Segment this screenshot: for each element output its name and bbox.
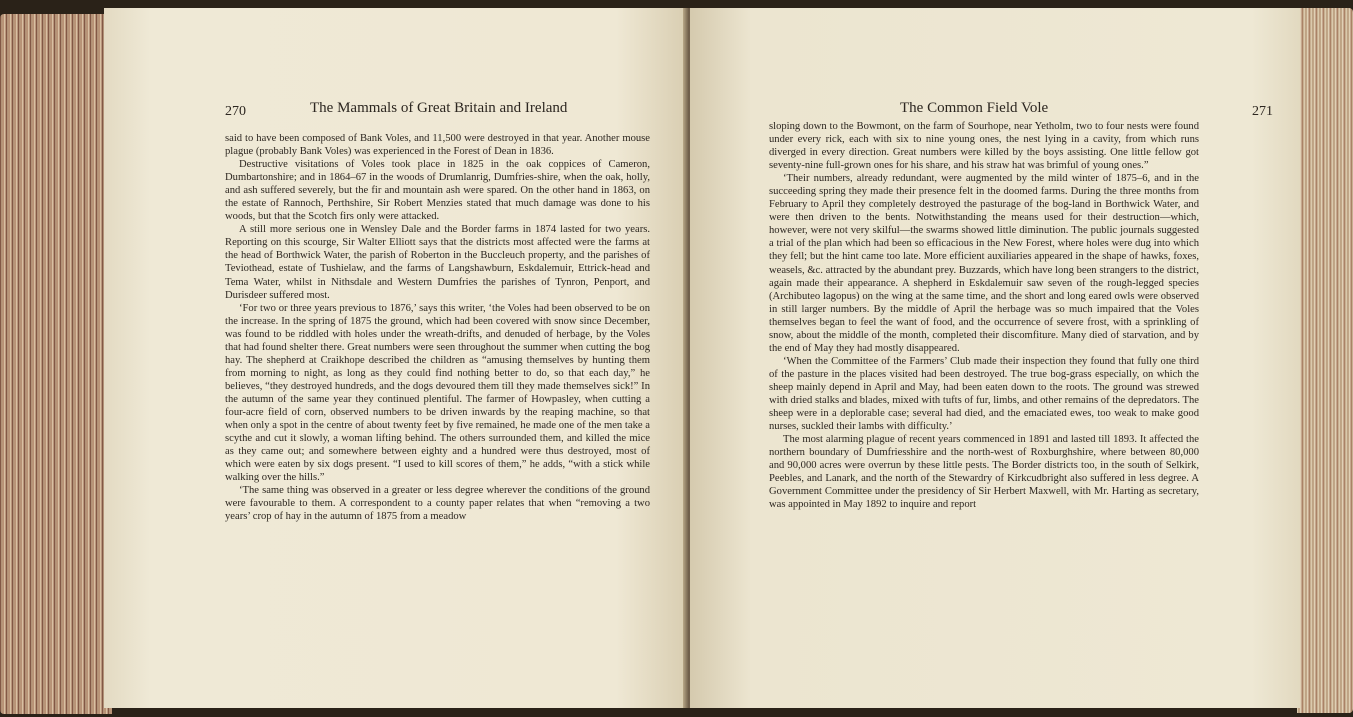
paragraph: sloping down to the Bowmont, on the farm of Sourhope, near Yetholm, two to four nests were found under every rick, each with six to nine young ones, the nest lying in a cavity, from which runs diverged in every direction. Great numbers were killed by the boys assisting. One little fellow got seventy-nine full-grown ones for his share, and his straw hat was brimful of young ones.” [769, 121, 1199, 172]
right-page-edges [1297, 8, 1353, 713]
paragraph: ‘The same thing was observed in a greater or less degree wherever the conditions of the ground were favourable to them. A correspondent to a county paper relates that when “removing a two years’ crop of hay in the autumn of 1875 from a meadow [225, 485, 650, 523]
paragraph: ‘For two or three years previous to 1876,’ says this writer, ‘the Voles had been observed to be on the increase. In the spring of 1875 the ground, which had been covered with snow since December, was found to be riddled with holes under the wreath-drifts, and denuded of herbage, by the Voles that had found shelter there. Great numbers were seen throughout the summer when cutting the bog hay. The shepherd at Craikhope described the children as “amusing themselves by hunting them from morning to night, as long as they could find nothing better to do, so that each day,” he believes, “they destroyed hundreds, and the dogs devoured them till they made themselves sick!” In the autumn of the same year they continued plentiful. The farmer of Howpasley, when cutting a four-acre field of corn, observed numbers to be driven inwards by the reaping machine, so that when only a spot in the centre of about twenty feet by five remained, he made one of the men take a scythe and cut it slowly, a woman lifting behind. The others surrounded them, and killed the mice as they came out; and somewhere between eighty and a hundred were thus destroyed, most of which were eaten by six dogs present. “I used to kill scores of them,” he adds, “with a stick while walking over the hills.” [225, 302, 650, 484]
body-text [225, 132, 650, 523]
paragraph: Destructive visitations of Voles took place in 1825 in the oak coppices of Cameron, Dumbartonshire; and in 1864–67 in the woods of Drumlanrig, Dumfries-shire, when the oak, holly, and ash suffered severely, but the fir and mountain ash were spared. On the other hand in 1863, on the estate of Rannoch, Perthshire, Sir Robert Menzies stated that much damage was done to his woods, but that the Scotch firs only were attacked. [225, 159, 650, 223]
paragraph: A still more serious one in Wensley Dale and the Border farms in 1874 lasted for two years. Reporting on this scourge, Sir Walter Elliott says that the districts most affected were the farms at the head of Borthwick Water, the parish of Roberton in the Buccleuch property, and the parishes of Teviothead, estate of Tushielaw, and the farms of Langshawburn, Eskdalemuir, Ettrick-head and Tema Water, whilst in Nithsdale and Western Dumfries the parishes of Tynron, Penport, and Durisdeer suffered most. [225, 224, 650, 301]
paragraph: ‘Their numbers, already redundant, were augmented by the mild winter of 1875–6, and in the succeeding spring they made their presence felt in the doomed farms. During the three months from February to April they completely destroyed the pasturage of the bog-land in Borthwick Water, and were then driven to the bents. Notwithstanding the means used for their destruction—which, however, were not very skilful—the swarms showed little diminution. The public journals suggested a trial of the plan which had been so efficacious in the New Forest, where holes were dug into which they fell; but the hint came too late. More efficient auxiliaries appeared in the shape of hawks, foxes, weasels, &c. attracted by the abundant prey. Buzzards, which have long been strangers to the district, again made their appearance. A shepherd in Eskdalemuir saw seven of the rough-legged species (Archibuteo lagopus) on the wing at the same time, and the short and long eared owls were observed in still larger numbers. By the middle of April the herbage was so much impaired that the Voles themselves began to feel the want of food, and the occurrence of severe frost, with a sprinkling of snow, about the middle of the month, completed their discomfiture. Many died of starvation, and by the end of May they had mostly disappeared. [769, 173, 1199, 354]
page-number: 271 [1252, 104, 1273, 119]
left-page-edges [0, 14, 112, 714]
paragraph: The most alarming plague of recent years commenced in 1891 and lasted till 1893. It affected the northern boundary of Dumfriesshire and the north-west of Roxburghshire, where between 80,000 and 90,000 acres were overrun by these little pests. The Border districts too, in the south of Selkirk, Peebles, and Lanark, and the north of the Stewardry of Kirkcudbright also suffered in less degree. A Government Committee under the presidency of Sir Herbert Maxwell, with Mr. Harting as secretary, was appointed in May 1892 to inquire and report [769, 434, 1199, 511]
running-head: The Mammals of Great Britain and Ireland [310, 100, 568, 116]
body-text [769, 120, 1199, 511]
page-number: 270 [225, 104, 246, 119]
left-page [104, 8, 686, 708]
paragraph: said to have been composed of Bank Voles, and 11,500 were destroyed in that year. Another mouse plague (probably Bank Voles) was experienced in the Forest of Dean in 1836. [225, 133, 650, 158]
right-page [690, 8, 1300, 708]
paragraph: ‘When the Committee of the Farmers’ Club made their inspection they found that fully one third of the pasture in the places visited had been destroyed. The true bog-grass especially, on which the sheep mainly depend in April and May, had been eaten down to the roots. The ground was strewed with dried stalks and blades, mixed with tufts of fur, limbs, and other remains of the depredators. The sheep were in a deplorable case; several had died, and the emaciated ewes, too weak to make good nurses, suckled their lambs with difficulty.’ [769, 355, 1199, 433]
running-head: The Common Field Vole [900, 100, 1049, 116]
